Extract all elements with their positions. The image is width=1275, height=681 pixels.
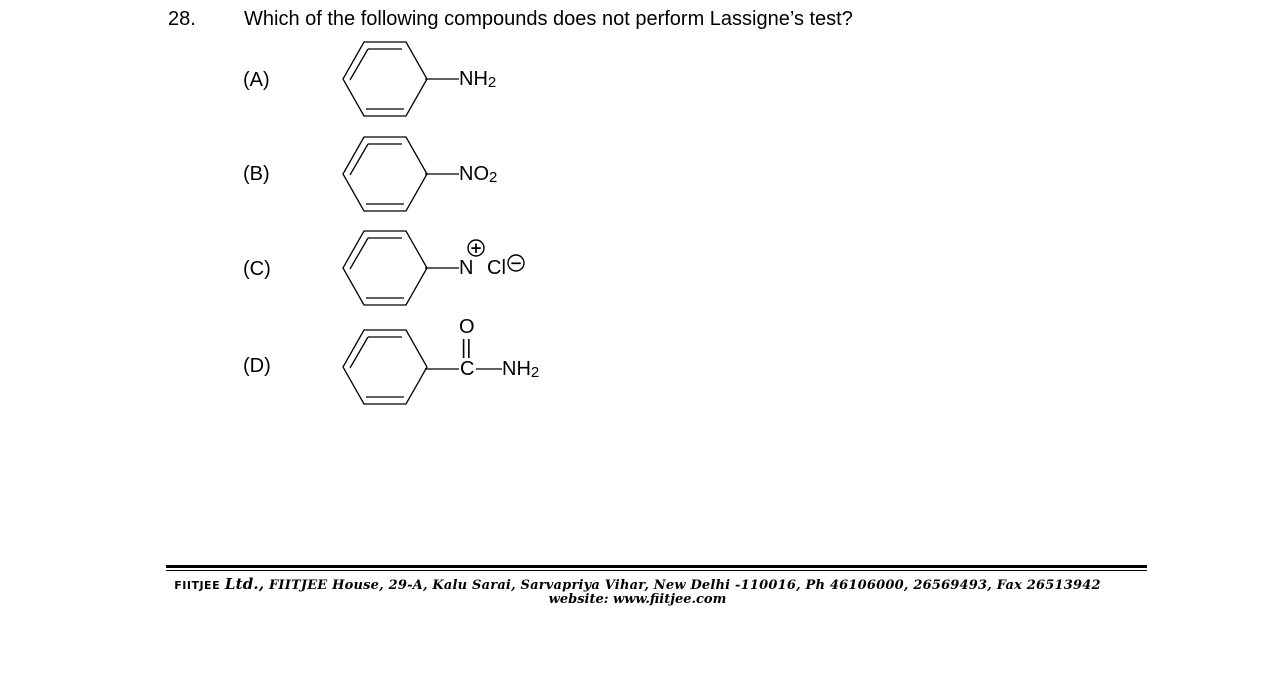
carbonyl-double-bond: || <box>461 337 472 359</box>
bond-line-b <box>425 173 459 175</box>
substituent-b <box>459 163 497 186</box>
benzene-ring-b <box>340 135 430 213</box>
substituent-a <box>459 68 496 91</box>
group-text-a: NH <box>459 68 488 90</box>
option-a-label: (A) <box>243 69 270 91</box>
group-text-d: NH <box>502 358 531 380</box>
carbonyl-oxygen: O <box>459 316 475 338</box>
footer-ltd: Ltd., <box>224 575 265 593</box>
footer-rule-thin <box>166 570 1147 571</box>
footer-address-line <box>0 575 1275 593</box>
footer-address: FIITJEE House, 29-A, Kalu Sarai, Sarvapriya Vihar, New Delhi -110016, Ph 46106000, 26569493, Fax 26513942 <box>268 578 1101 593</box>
carbonyl-carbon: C <box>460 358 475 380</box>
bond-line-c <box>425 267 459 269</box>
group-text-b: NO <box>459 163 489 185</box>
footer-website: website: www.fiitjee.com <box>548 592 727 607</box>
plus-charge-text: + <box>469 239 483 257</box>
option-b-label: (B) <box>243 163 270 185</box>
subscript-b: 2 <box>489 169 498 186</box>
footer-brand: FIITJEE <box>174 579 221 592</box>
substituent-c-nitrogen: N <box>459 257 474 279</box>
minus-charge-icon <box>506 253 526 273</box>
substituent-d <box>502 358 539 381</box>
benzene-ring-d <box>340 328 430 406</box>
option-d-label: (D) <box>243 355 271 377</box>
option-c-label: (C) <box>243 258 271 280</box>
footer-rule-thick <box>166 565 1147 568</box>
bond-line-d <box>425 368 459 370</box>
subscript-a: 2 <box>487 74 497 91</box>
benzene-ring-a <box>340 40 430 118</box>
benzene-ring-c <box>340 229 430 307</box>
plus-charge-icon <box>466 238 486 258</box>
minus-charge-text: − <box>509 254 523 272</box>
question-number: 28. <box>168 8 196 30</box>
subscript-d: 2 <box>530 364 540 381</box>
counter-ion-c: Cl <box>487 257 506 279</box>
bond-line-a <box>425 78 459 80</box>
question-text: Which of the following compounds does not perform Lassigne’s test? <box>244 8 853 30</box>
bond-line-d2 <box>476 368 502 370</box>
